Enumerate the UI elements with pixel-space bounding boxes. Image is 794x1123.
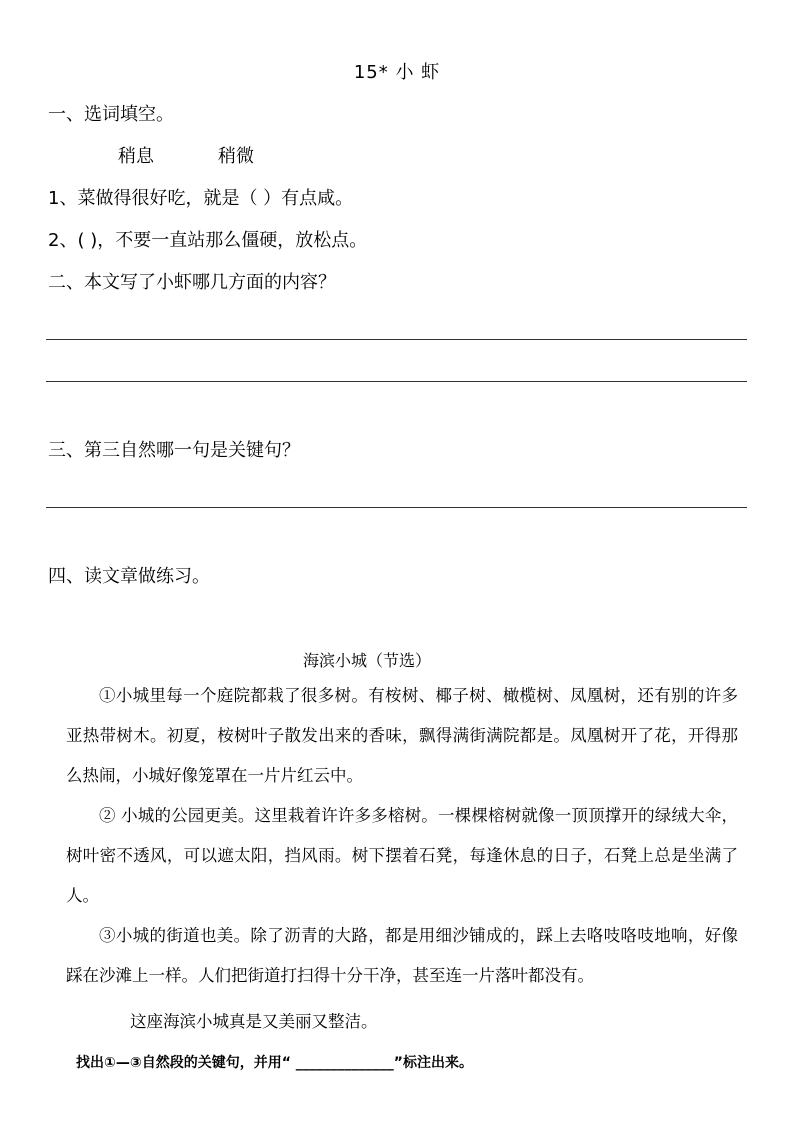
section-3-heading: 三、第三自然哪一句是关键句？ — [48, 440, 300, 461]
section-4-heading: 四、读文章做练习。 — [48, 566, 210, 587]
section-1-heading: 一、选词填空。 — [48, 104, 174, 125]
answer-line-1[interactable] — [46, 339, 747, 340]
exercise-instruction: 找出①—③自然段的关键句，并用“ ______________”标注出来。 — [76, 1055, 473, 1071]
worksheet-title: 15* 小 虾 — [353, 62, 441, 83]
passage-paragraph-2: ② 小城的公园更美。这里栽着许许多多榕树。一棵棵榕树就像一顶顶撑开的绿绒大伞，树叶密不透风，可以遮太阳，挡风雨。树下摆着石凳，每逢休息的日子，石凳上总是坐满了人。 — [66, 806, 738, 905]
answer-line-3[interactable] — [46, 507, 747, 508]
section-2-heading: 二、本文写了小虾哪几方面的内容？ — [48, 272, 336, 293]
passage-closing-sentence: 这座海滨小城真是又美丽又整洁。 — [130, 1012, 378, 1031]
passage-title: 海滨小城（节选） — [302, 651, 431, 670]
word-option-1: 稍息 — [118, 146, 154, 167]
fill-blank-item-1: 1、菜做得很好吃，就是（ ）有点咸。 — [48, 188, 354, 209]
passage-paragraph-3: ③小城的街道也美。除了沥青的大路，都是用细沙铺成的，踩上去咯吱咯吱地响，好像踩在沙滩上一样。人们把街道打扫得十分干净，甚至连一片落叶都没有。 — [66, 926, 738, 985]
fill-blank-item-2: 2、( )，不要一直站那么僵硬，放松点。 — [48, 230, 368, 251]
passage-paragraph-1: ①小城里每一个庭院都栽了很多树。有桉树、椰子树、橄榄树、凤凰树，还有别的许多亚热带树木。初夏，桉树叶子散发出来的香味，飘得满街满院都是。凤凰树开了花，开得那么热闹，小城好像笼罩在一片片红云中。 — [66, 686, 738, 785]
word-option-2: 稍微 — [218, 146, 254, 167]
answer-line-2[interactable] — [46, 381, 747, 382]
